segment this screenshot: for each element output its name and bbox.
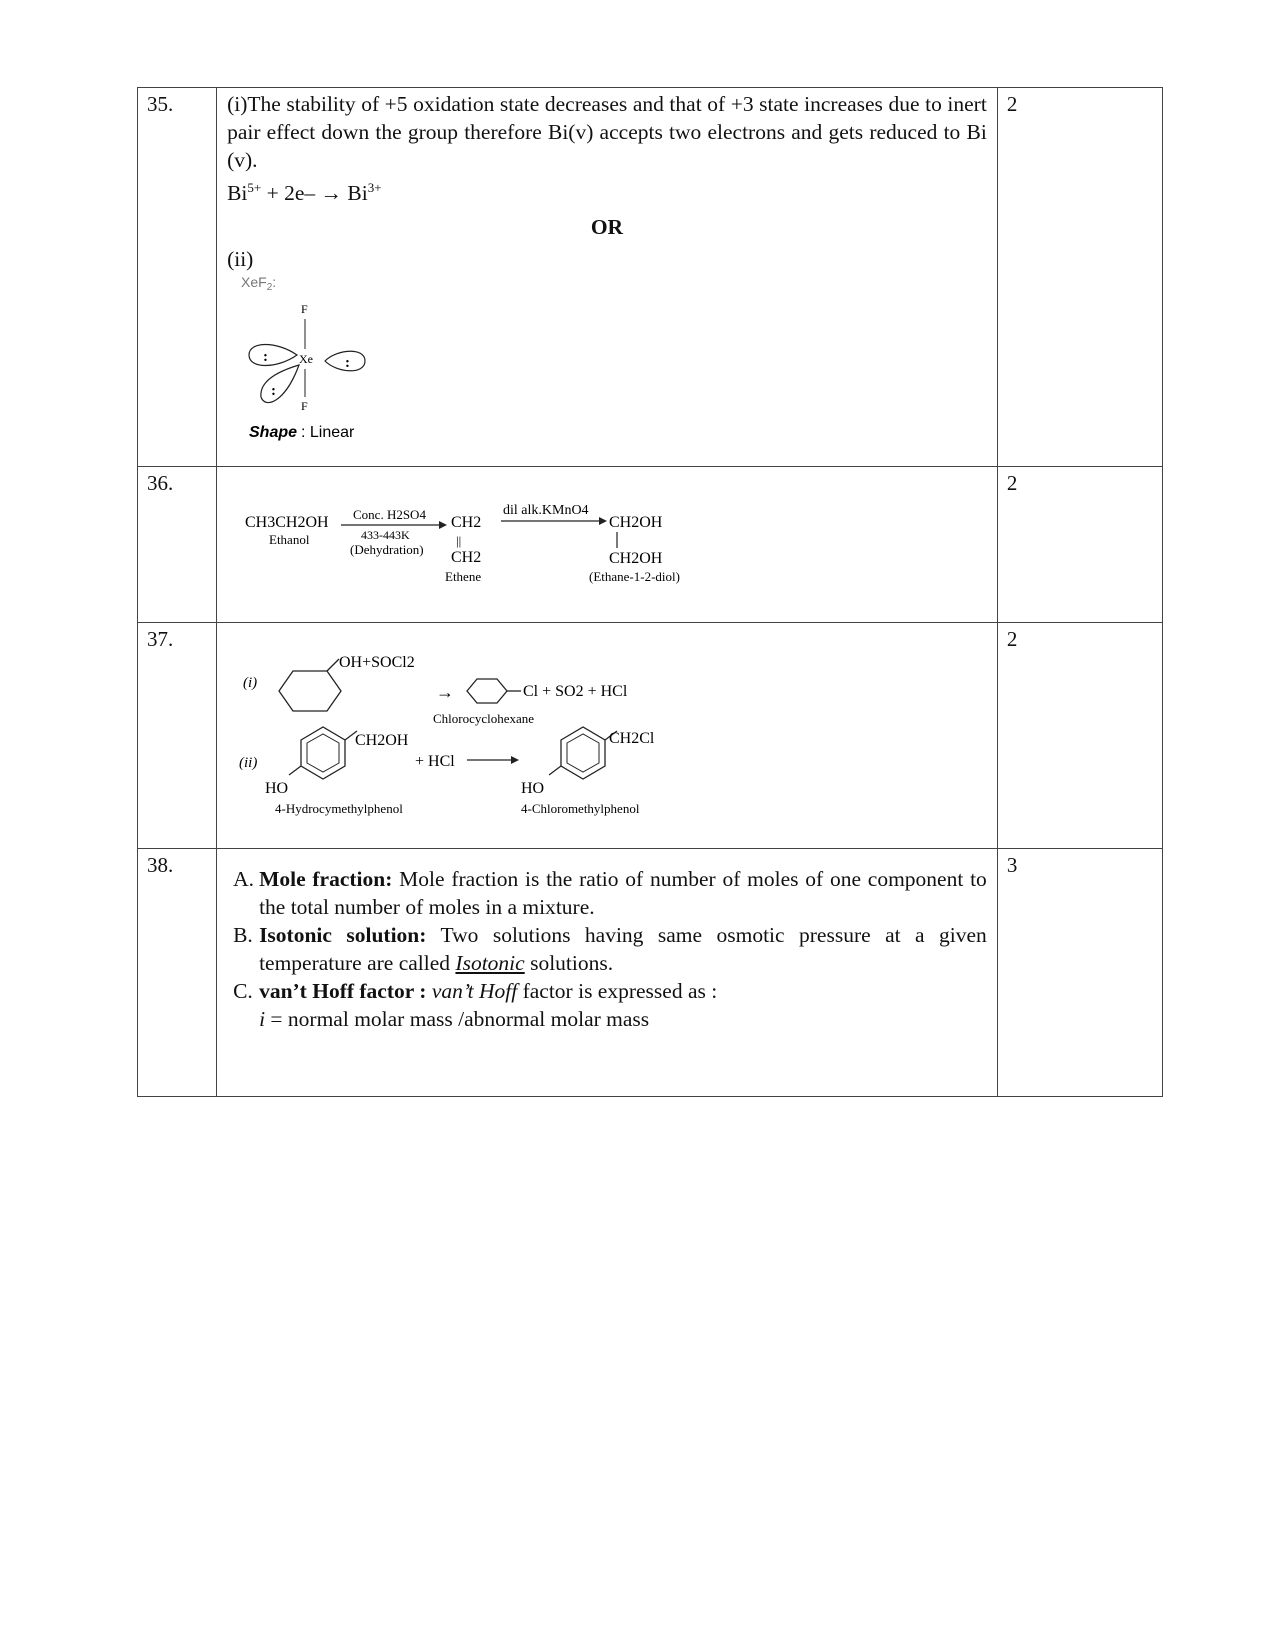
- benzene-ring: [301, 727, 345, 779]
- product-name: Chlorocyclohexane: [433, 711, 535, 726]
- reactant: CH3CH2OH: [245, 514, 329, 531]
- reagent: (Dehydration): [350, 542, 424, 557]
- answer-text: (i)The stability of +5 oxidation state decreases and that of +3 state increases due to inert pair effect down the group therefore Bi(v) accepts two electrons and gets reduced to Bi (v).: [227, 92, 987, 172]
- shape-label: Shape: [249, 424, 298, 442]
- double-bond: ||: [456, 533, 462, 548]
- ethanol-reaction: [217, 467, 997, 617]
- reagent: Conc. H2SO4: [353, 507, 427, 522]
- answer-cell: [217, 623, 998, 849]
- ethene-ch2: CH2: [451, 549, 482, 566]
- marks: 2: [997, 623, 1162, 849]
- table-row: [138, 467, 1163, 623]
- reagent: + HCl: [415, 753, 455, 770]
- question-number: 37.: [138, 623, 217, 849]
- or-divider: OR: [590, 215, 624, 240]
- svg-text:Shape: Linear: [249, 424, 355, 441]
- product-name: 4-Chloromethylphenol: [521, 801, 640, 816]
- lone-pair-lobe: [261, 365, 299, 403]
- xef2-structure: [227, 271, 427, 446]
- substituent: HO: [265, 780, 289, 797]
- definition-list: [227, 865, 987, 1033]
- answer-cell: [217, 467, 998, 623]
- atom-f-bottom: F: [301, 399, 308, 414]
- equation: $Bi^{5+} + 2e- \to Bi^{3+}$: [227, 180, 382, 206]
- reaction-diagram: [217, 623, 997, 843]
- list-item: C. van’t Hoff factor : van’t Hoff factor is expressed as : i = normal molar mass /abnormal molar mass: [233, 979, 718, 1031]
- lone-pair: :: [345, 355, 351, 372]
- table-row: [138, 849, 1163, 1097]
- answer-table: [137, 87, 1163, 1097]
- reactant: OH+SOCl2: [339, 654, 415, 671]
- reagent: dil alk.KMnO4: [503, 503, 589, 518]
- ethene-name: Ethene: [445, 569, 482, 584]
- substituent: HO: [521, 780, 545, 797]
- answer-cell: [217, 88, 998, 467]
- cyclohexane-ring: [467, 679, 507, 703]
- answer-cell: [217, 849, 998, 1097]
- shape-value: : Linear: [301, 424, 355, 442]
- product: CH2OH: [609, 550, 663, 567]
- marks: 2: [997, 88, 1162, 467]
- marks: 3: [997, 849, 1162, 1097]
- question-number: 38.: [138, 849, 217, 1097]
- substituent: CH2Cl: [609, 730, 655, 747]
- ethene-ch2: CH2: [451, 514, 482, 531]
- product-name: (Ethane-1-2-diol): [589, 569, 681, 584]
- table-row: [138, 623, 1163, 849]
- atom-f-top: F: [301, 302, 308, 317]
- part-label: (ii): [227, 247, 254, 272]
- marks: 2: [997, 467, 1162, 623]
- lone-pair: :: [271, 383, 277, 400]
- cyclohexane-ring: [279, 671, 341, 711]
- list-item: A. Mole fraction: Mole fraction is the ratio of number of moles of one component to the total number of moles in a mixture.: [233, 867, 987, 919]
- lone-pair-lobe: [249, 345, 297, 366]
- lone-pair: :: [263, 349, 269, 366]
- arrow: →: [436, 682, 455, 702]
- question-number: 35.: [138, 88, 217, 467]
- list-item: B. Isotonic solution: Two solutions having same osmotic pressure at a given temperature are called Isotonic solutions.: [233, 923, 987, 975]
- reagent: 433-443K: [361, 528, 410, 542]
- product: CH2OH: [609, 514, 663, 531]
- reactant-name: 4-Hydrocymethylphenol: [275, 801, 403, 816]
- part-label: (i): [243, 675, 258, 691]
- question-number: 36.: [138, 467, 217, 623]
- substituent: CH2OH: [355, 732, 409, 749]
- benzene-ring: [561, 727, 605, 779]
- table-row: [138, 88, 1163, 467]
- svg-text:XeF2:: XeF$_2$:: [241, 274, 277, 294]
- part-label: (ii): [239, 755, 258, 771]
- atom-xe: Xe: [299, 352, 314, 367]
- reactant-name: Ethanol: [269, 532, 310, 547]
- product: Cl + SO2 + HCl: [523, 683, 628, 700]
